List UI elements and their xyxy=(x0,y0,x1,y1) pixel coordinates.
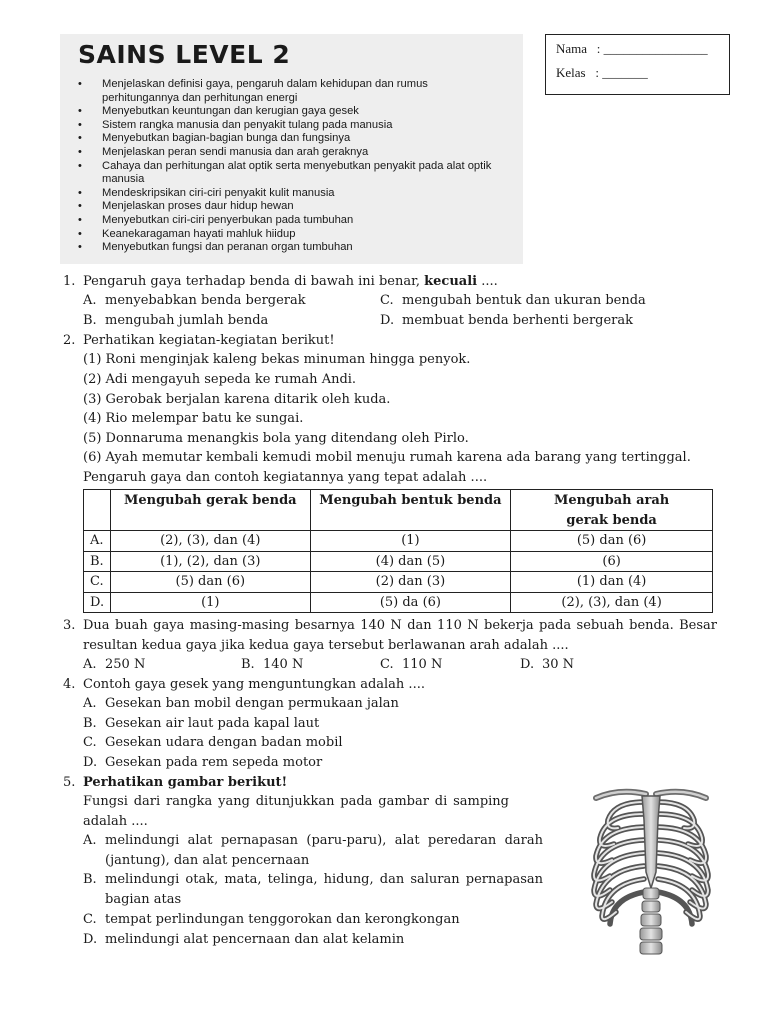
objective-item: • Keanekaragaman hayati mahluk hiidup xyxy=(78,228,508,242)
objective-item: • Cahaya dan perhitungan alat optik serta menyebutkan penyakit pada alat optik manusia xyxy=(78,160,508,187)
option-a[interactable]: A. melindungi alat pernapasan (paru-paru), alat peredaran darah xyxy=(83,833,543,848)
objective-item: • Menjelaskan definisi gaya, pengaruh dalam kehidupan dan rumus perhitungannya dan perhitungan energi xyxy=(78,78,508,105)
question-3-line2: resultan kedua gaya jika kedua gaya tersebut berlawanan arah adalah .... xyxy=(83,638,569,653)
question-3-line1: Dua buah gaya masing-masing besarnya 140 N dan 110 N bekerja pada sebuah benda. Besar xyxy=(83,618,717,633)
question-4-stem: Contoh gaya gesek yang menguntungkan adalah .... xyxy=(83,677,425,692)
question-2-prompt: Pengaruh gaya dan contoh kegiatannya yang tepat adalah .... xyxy=(83,470,488,485)
table-header-cell: Mengubah gerak benda xyxy=(110,490,310,531)
table-cell: (5) dan (6) xyxy=(511,531,713,552)
table-row[interactable] xyxy=(84,572,713,593)
option-d[interactable]: D. melindungi alat pencernaan dan alat kelamin xyxy=(83,932,405,947)
table-cell: (5) da (6) xyxy=(310,592,511,613)
option-a[interactable]: A. Gesekan ban mobil dengan permukaan jalan xyxy=(83,696,399,711)
table-cell: B. xyxy=(84,551,111,572)
objectives-box xyxy=(60,34,523,264)
table-row[interactable] xyxy=(84,551,713,572)
table-cell: (1) xyxy=(110,592,310,613)
student-info-box xyxy=(545,34,730,95)
option-b-cont: bagian atas xyxy=(105,892,182,907)
option-c[interactable]: C. mengubah bentuk dan ukuran benda xyxy=(380,293,646,308)
name-field[interactable]: Nama : ________________ xyxy=(556,41,708,56)
question-5-stem: Perhatikan gambar berikut! xyxy=(83,775,288,790)
table-cell: (2), (3), dan (4) xyxy=(511,592,713,613)
option-d[interactable]: D. Gesekan pada rem sepeda motor xyxy=(83,755,323,770)
table-cell: (6) xyxy=(511,551,713,572)
objective-item: • Sistem rangka manusia dan penyakit tulang pada manusia xyxy=(78,119,508,133)
option-d[interactable]: D. membuat benda berhenti bergerak xyxy=(380,313,634,328)
table-cell: (4) dan (5) xyxy=(310,551,511,572)
table-cell: (1) xyxy=(310,531,511,552)
table-header-cell: Mengubah bentuk benda xyxy=(310,490,511,531)
activity-item: (4) Rio melempar batu ke sungai. xyxy=(83,411,304,426)
table-header-cell xyxy=(84,490,111,531)
question-5-line1: Fungsi dari rangka yang ditunjukkan pada gambar di samping xyxy=(83,794,509,809)
question-1-stem: Pengaruh gaya terhadap benda di bawah ini benar, kecuali .... xyxy=(83,274,498,289)
table-row[interactable] xyxy=(84,592,713,613)
question-2-stem: Perhatikan kegiatan-kegiatan berikut! xyxy=(83,333,335,348)
option-a[interactable]: A. 250 N xyxy=(83,657,146,672)
table-cell: (2) dan (3) xyxy=(310,572,511,593)
option-b[interactable]: B. 140 N xyxy=(241,657,304,672)
answer-table xyxy=(83,489,713,613)
table-cell: (1), (2), dan (3) xyxy=(110,551,310,572)
activity-item: (3) Gerobak berjalan karena ditarik oleh kuda. xyxy=(83,392,391,407)
question-number: 4. xyxy=(63,677,76,692)
option-a-cont: (jantung), dan alat pencernaan xyxy=(105,853,310,868)
activity-item: (6) Ayah memutar kembali kemudi mobil menuju rumah karena ada barang yang tertinggal. xyxy=(83,450,691,465)
option-b[interactable]: B. mengubah jumlah benda xyxy=(83,313,269,328)
option-c[interactable]: C. 110 N xyxy=(380,657,443,672)
objective-item: • Menjelaskan proses daur hidup hewan xyxy=(78,200,508,214)
question-number: 5. xyxy=(63,775,76,790)
option-d[interactable]: D. 30 N xyxy=(520,657,575,672)
class-field[interactable]: Kelas : _______ xyxy=(556,65,648,80)
table-cell: A. xyxy=(84,531,111,552)
table-cell: (2), (3), dan (4) xyxy=(110,531,310,552)
ribcage-image xyxy=(584,780,718,956)
table-row[interactable] xyxy=(84,531,713,552)
option-c[interactable]: C. tempat perlindungan tenggorokan dan kerongkongan xyxy=(83,912,460,927)
objective-item: • Menyebutkan fungsi dan peranan organ tumbuhan xyxy=(78,241,508,255)
emphasis-word: kecuali xyxy=(424,274,478,289)
table-cell: C. xyxy=(84,572,111,593)
option-b[interactable]: B. melindungi otak, mata, telinga, hidung, dan saluran pernapasan xyxy=(83,872,543,887)
table-cell: D. xyxy=(84,592,111,613)
question-5-line2: adalah .... xyxy=(83,814,148,829)
table-header-cell: Mengubah arah gerak benda xyxy=(511,490,713,531)
worksheet-title: SAINS LEVEL 2 xyxy=(78,40,291,69)
option-a[interactable]: A. menyebabkan benda bergerak xyxy=(83,293,306,308)
question-number: 1. xyxy=(63,274,76,289)
option-c[interactable]: C. Gesekan udara dengan badan mobil xyxy=(83,735,343,750)
objectives-list xyxy=(78,78,508,255)
objective-item: • Menjelaskan peran sendi manusia dan arah geraknya xyxy=(78,146,508,160)
option-b[interactable]: B. Gesekan air laut pada kapal laut xyxy=(83,716,320,731)
table-header-row xyxy=(84,490,713,531)
objective-item: • Menyebutkan keuntungan dan kerugian gaya gesek xyxy=(78,105,508,119)
objective-item: • Menyebutkan bagian-bagian bunga dan fungsinya xyxy=(78,132,508,146)
activity-item: (1) Roni menginjak kaleng bekas minuman hingga penyok. xyxy=(83,352,471,367)
table-cell: (1) dan (4) xyxy=(511,572,713,593)
question-number: 2. xyxy=(63,333,76,348)
question-number: 3. xyxy=(63,618,76,633)
activity-item: (2) Adi mengayuh sepeda ke rumah Andi. xyxy=(83,372,357,387)
activity-item: (5) Donnaruma menangkis bola yang ditendang oleh Pirlo. xyxy=(83,431,469,446)
objective-item: • Menyebutkan ciri-ciri penyerbukan pada tumbuhan xyxy=(78,214,508,228)
table-cell: (5) dan (6) xyxy=(110,572,310,593)
objective-item: • Mendeskripsikan ciri-ciri penyakit kulit manusia xyxy=(78,187,508,201)
